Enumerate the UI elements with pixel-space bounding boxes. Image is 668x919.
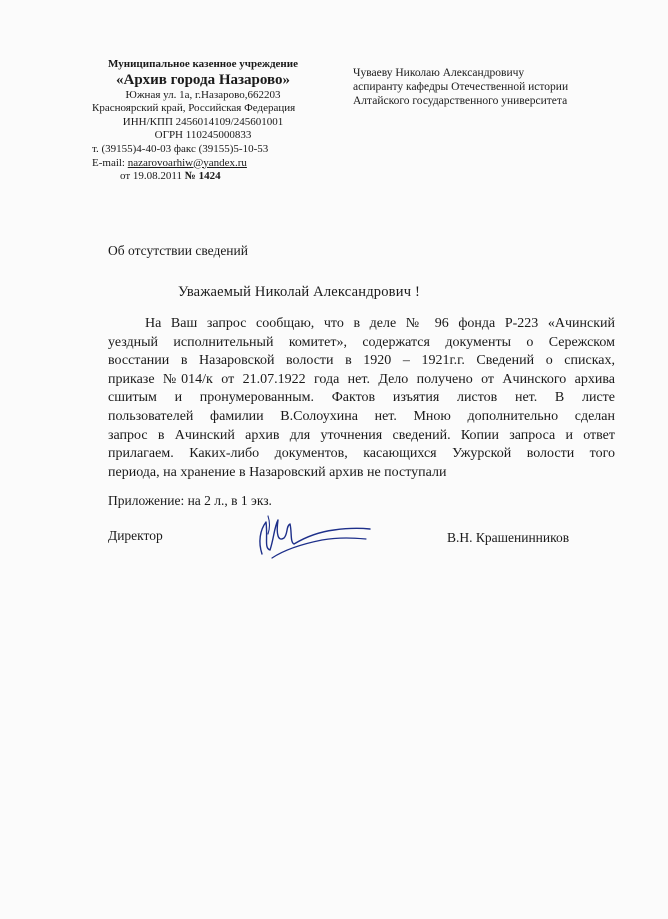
body-line: восстании в Назаровской волости в 1920 – 1921г.г. Сведений о списках, <box>108 353 615 369</box>
sender-letterhead <box>92 58 314 184</box>
body-line: прилагаем. Каких-либо документов, касающихся Ужурской волости того <box>108 446 615 462</box>
letter-subject: Об отсутствии сведений <box>108 243 248 258</box>
handwritten-signature <box>244 508 374 570</box>
recipient-line3: Алтайского государственного университета <box>353 95 568 107</box>
sender-email-row <box>92 157 314 171</box>
sender-org-type: Муниципальное казенное учреждение <box>108 58 298 70</box>
body-line: уездный исполнительный комитет», содержатся документы о Сережском <box>108 334 615 350</box>
signer-position: Директор <box>108 528 163 543</box>
sender-address-line2: Красноярский край, Российская Федерация <box>92 102 296 115</box>
recipient-line1: Чуваеву Николаю Александровичу <box>353 67 525 79</box>
recipient-block <box>353 66 568 108</box>
sender-org-name: «Архив города Назарово» <box>115 71 291 88</box>
signature-stroke <box>272 538 366 558</box>
letter-date: от 19.08.2011 <box>120 170 183 183</box>
sender-inn-kpp: ИНН/КПП 2456014109/245601001 <box>122 115 284 128</box>
body-line: пользователей фамилии В.Солоухина нет. Мною дополнительно сделан <box>108 408 615 424</box>
letter-body <box>108 315 615 482</box>
signer-name: В.Н. Крашенинников <box>447 530 570 545</box>
sender-email-link[interactable]: nazarovoarhiw@yandex.ru <box>127 156 247 169</box>
body-line: периода, на хранение в Назаровский архив не поступали <box>108 464 447 480</box>
recipient-line2: аспиранту кафедры Отечественной истории <box>353 81 569 93</box>
letter-number: № 1424 <box>184 170 221 183</box>
body-line: сшитым и пронумерованным. Фактов изъятия листов нет. В листе <box>108 390 615 406</box>
letter-salutation: Уважаемый Николай Александрович ! <box>178 284 421 300</box>
body-line: приказе №014/к от 21.07.1922 года нет. Дело получено от Ачинского архива <box>108 371 615 387</box>
signature-stroke <box>268 516 270 534</box>
sender-phone-fax: т. (39155)4-40-03 факс (39155)5-10-53 <box>92 142 269 155</box>
sender-address-line1: Южная ул. 1а, г.Назарово,662203 <box>125 88 281 101</box>
body-line: На Ваш запрос сообщаю, что в деле № 96 фонда Р-223 «Ачинский <box>145 316 615 331</box>
sender-ogrn: ОГРН 110245000833 <box>154 129 252 142</box>
body-line: запрос в Ачинский архив для уточнения сведений. Копии запроса и ответ <box>108 427 615 443</box>
signature-stroke <box>260 520 370 554</box>
attachment-note: Приложение: на 2 л., в 1 экз. <box>108 493 272 508</box>
sender-email-label: E-mail: <box>92 156 125 169</box>
letter-date-row <box>92 170 314 184</box>
